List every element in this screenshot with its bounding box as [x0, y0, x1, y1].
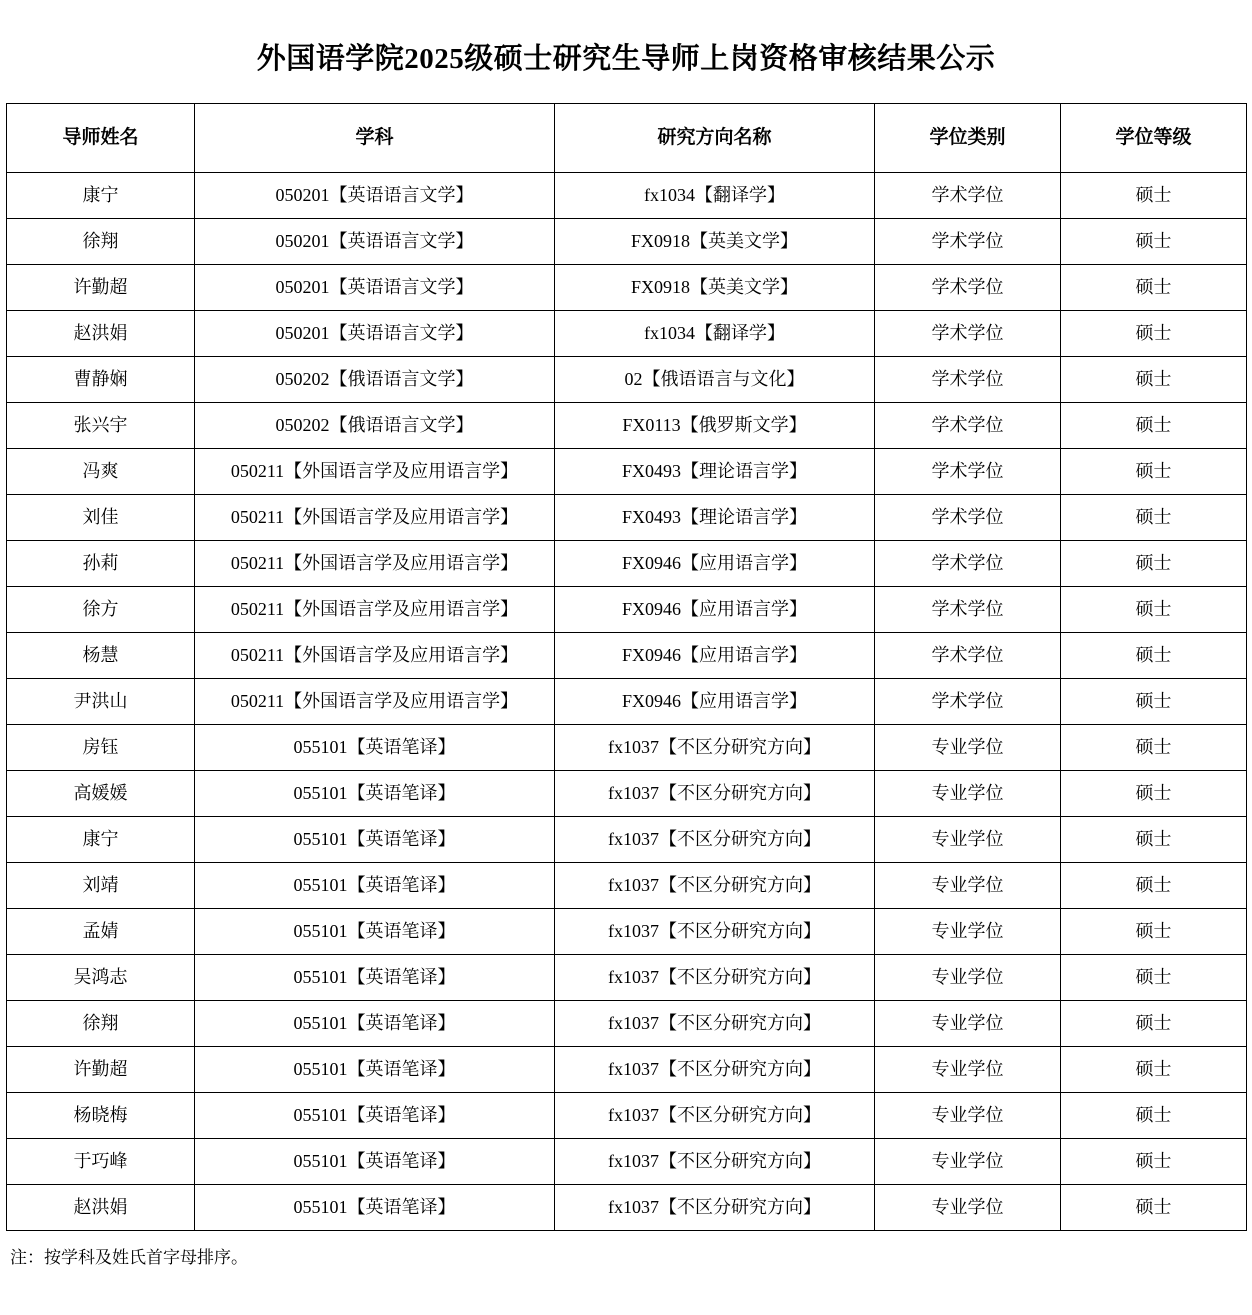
cell-degree-level: 硕士: [1061, 909, 1247, 955]
table-row: [7, 1047, 1247, 1093]
table-row: [7, 771, 1247, 817]
cell-degree-type: 专业学位: [875, 771, 1061, 817]
table-container: [0, 103, 1252, 1231]
cell-advisor-name: 吴鸿志: [7, 955, 195, 1001]
page-title: 外国语学院2025级硕士研究生导师上岗资格审核结果公示: [256, 43, 996, 75]
cell-degree-type: 学术学位: [875, 495, 1061, 541]
cell-research-direction: FX0946【应用语言学】: [555, 587, 875, 633]
cell-research-direction: FX0493【理论语言学】: [555, 495, 875, 541]
table-row: [7, 1001, 1247, 1047]
cell-degree-level: 硕士: [1061, 771, 1247, 817]
cell-advisor-name: 张兴宇: [7, 403, 195, 449]
cell-degree-level: 硕士: [1061, 1001, 1247, 1047]
cell-degree-type: 专业学位: [875, 1139, 1061, 1185]
cell-research-direction: fx1037【不区分研究方向】: [555, 1093, 875, 1139]
cell-advisor-name: 康宁: [7, 173, 195, 219]
cell-discipline: 055101【英语笔译】: [195, 725, 555, 771]
cell-advisor-name: 徐翔: [7, 219, 195, 265]
cell-research-direction: fx1037【不区分研究方向】: [555, 909, 875, 955]
cell-discipline: 050202【俄语语言文学】: [195, 357, 555, 403]
cell-discipline: 055101【英语笔译】: [195, 1093, 555, 1139]
cell-advisor-name: 高媛媛: [7, 771, 195, 817]
cell-discipline: 055101【英语笔译】: [195, 863, 555, 909]
cell-discipline: 055101【英语笔译】: [195, 1185, 555, 1231]
cell-degree-level: 硕士: [1061, 311, 1247, 357]
table-row: [7, 541, 1247, 587]
cell-discipline: 050201【英语语言文学】: [195, 173, 555, 219]
cell-discipline: 050201【英语语言文学】: [195, 219, 555, 265]
cell-advisor-name: 杨慧: [7, 633, 195, 679]
cell-degree-type: 专业学位: [875, 909, 1061, 955]
cell-discipline: 050211【外国语言学及应用语言学】: [195, 495, 555, 541]
cell-degree-type: 学术学位: [875, 311, 1061, 357]
cell-degree-level: 硕士: [1061, 955, 1247, 1001]
cell-advisor-name: 孙莉: [7, 541, 195, 587]
cell-degree-type: 学术学位: [875, 633, 1061, 679]
column-header-research-direction: 研究方向名称: [555, 104, 875, 173]
cell-degree-type: 专业学位: [875, 725, 1061, 771]
cell-advisor-name: 许勤超: [7, 1047, 195, 1093]
cell-degree-level: 硕士: [1061, 679, 1247, 725]
cell-discipline: 050201【英语语言文学】: [195, 311, 555, 357]
cell-research-direction: FX0918【英美文学】: [555, 219, 875, 265]
cell-research-direction: FX0918【英美文学】: [555, 265, 875, 311]
table-row: [7, 955, 1247, 1001]
cell-degree-level: 硕士: [1061, 1047, 1247, 1093]
cell-degree-type: 专业学位: [875, 817, 1061, 863]
cell-degree-type: 专业学位: [875, 863, 1061, 909]
cell-research-direction: fx1034【翻译学】: [555, 311, 875, 357]
cell-research-direction: 02【俄语语言与文化】: [555, 357, 875, 403]
cell-advisor-name: 冯爽: [7, 449, 195, 495]
table-row: [7, 265, 1247, 311]
cell-degree-type: 学术学位: [875, 679, 1061, 725]
table-row: [7, 219, 1247, 265]
table-row: [7, 357, 1247, 403]
cell-degree-type: 学术学位: [875, 587, 1061, 633]
cell-advisor-name: 孟婧: [7, 909, 195, 955]
table-body: [7, 173, 1247, 1231]
cell-degree-level: 硕士: [1061, 1185, 1247, 1231]
column-header-degree-type: 学位类别: [875, 104, 1061, 173]
cell-degree-level: 硕士: [1061, 495, 1247, 541]
table-row: [7, 1139, 1247, 1185]
cell-degree-level: 硕士: [1061, 817, 1247, 863]
cell-discipline: 050211【外国语言学及应用语言学】: [195, 587, 555, 633]
cell-degree-type: 学术学位: [875, 265, 1061, 311]
cell-research-direction: fx1037【不区分研究方向】: [555, 725, 875, 771]
cell-discipline: 055101【英语笔译】: [195, 817, 555, 863]
table-row: [7, 725, 1247, 771]
cell-degree-level: 硕士: [1061, 173, 1247, 219]
advisor-qualification-table: [6, 103, 1247, 1231]
document-page: [0, 36, 1252, 1268]
cell-advisor-name: 刘佳: [7, 495, 195, 541]
cell-discipline: 055101【英语笔译】: [195, 1001, 555, 1047]
cell-research-direction: FX0493【理论语言学】: [555, 449, 875, 495]
column-header-advisor-name: 导师姓名: [7, 104, 195, 173]
table-note: 注：按学科及姓氏首字母排序。: [10, 1248, 248, 1267]
table-row: [7, 633, 1247, 679]
table-row: [7, 403, 1247, 449]
cell-degree-type: 专业学位: [875, 1093, 1061, 1139]
cell-advisor-name: 康宁: [7, 817, 195, 863]
cell-degree-level: 硕士: [1061, 1139, 1247, 1185]
cell-discipline: 055101【英语笔译】: [195, 1139, 555, 1185]
cell-degree-level: 硕士: [1061, 219, 1247, 265]
cell-degree-type: 专业学位: [875, 1047, 1061, 1093]
table-row: [7, 1185, 1247, 1231]
table-row: [7, 909, 1247, 955]
cell-research-direction: fx1037【不区分研究方向】: [555, 863, 875, 909]
cell-degree-type: 学术学位: [875, 357, 1061, 403]
cell-discipline: 055101【英语笔译】: [195, 955, 555, 1001]
cell-discipline: 050202【俄语语言文学】: [195, 403, 555, 449]
cell-research-direction: FX0946【应用语言学】: [555, 541, 875, 587]
table-row: [7, 449, 1247, 495]
cell-degree-level: 硕士: [1061, 633, 1247, 679]
table-row: [7, 495, 1247, 541]
cell-discipline: 050211【外国语言学及应用语言学】: [195, 679, 555, 725]
cell-advisor-name: 房钰: [7, 725, 195, 771]
cell-degree-level: 硕士: [1061, 863, 1247, 909]
cell-discipline: 050211【外国语言学及应用语言学】: [195, 541, 555, 587]
column-header-degree-level: 学位等级: [1061, 104, 1247, 173]
table-row: [7, 587, 1247, 633]
table-row: [7, 173, 1247, 219]
cell-discipline: 055101【英语笔译】: [195, 1047, 555, 1093]
cell-discipline: 055101【英语笔译】: [195, 909, 555, 955]
cell-advisor-name: 刘靖: [7, 863, 195, 909]
cell-research-direction: FX0946【应用语言学】: [555, 633, 875, 679]
cell-discipline: 050211【外国语言学及应用语言学】: [195, 449, 555, 495]
cell-degree-level: 硕士: [1061, 587, 1247, 633]
cell-degree-type: 学术学位: [875, 173, 1061, 219]
cell-degree-type: 学术学位: [875, 449, 1061, 495]
cell-research-direction: fx1037【不区分研究方向】: [555, 1185, 875, 1231]
cell-degree-type: 专业学位: [875, 1001, 1061, 1047]
cell-degree-level: 硕士: [1061, 403, 1247, 449]
cell-advisor-name: 徐翔: [7, 1001, 195, 1047]
cell-advisor-name: 赵洪娟: [7, 311, 195, 357]
cell-research-direction: fx1037【不区分研究方向】: [555, 1047, 875, 1093]
cell-degree-type: 学术学位: [875, 541, 1061, 587]
cell-research-direction: fx1037【不区分研究方向】: [555, 817, 875, 863]
cell-research-direction: fx1037【不区分研究方向】: [555, 1139, 875, 1185]
cell-advisor-name: 杨晓梅: [7, 1093, 195, 1139]
cell-degree-level: 硕士: [1061, 357, 1247, 403]
table-row: [7, 863, 1247, 909]
cell-advisor-name: 徐方: [7, 587, 195, 633]
cell-discipline: 050201【英语语言文学】: [195, 265, 555, 311]
table-row: [7, 817, 1247, 863]
cell-degree-type: 专业学位: [875, 955, 1061, 1001]
cell-research-direction: fx1037【不区分研究方向】: [555, 1001, 875, 1047]
column-header-discipline: 学科: [195, 104, 555, 173]
cell-degree-type: 专业学位: [875, 1185, 1061, 1231]
cell-degree-type: 学术学位: [875, 403, 1061, 449]
cell-degree-level: 硕士: [1061, 449, 1247, 495]
cell-discipline: 055101【英语笔译】: [195, 771, 555, 817]
table-row: [7, 311, 1247, 357]
cell-research-direction: fx1037【不区分研究方向】: [555, 955, 875, 1001]
cell-research-direction: fx1037【不区分研究方向】: [555, 771, 875, 817]
cell-advisor-name: 尹洪山: [7, 679, 195, 725]
cell-degree-level: 硕士: [1061, 1093, 1247, 1139]
cell-degree-level: 硕士: [1061, 725, 1247, 771]
cell-degree-level: 硕士: [1061, 541, 1247, 587]
cell-advisor-name: 于巧峰: [7, 1139, 195, 1185]
table-row: [7, 679, 1247, 725]
cell-research-direction: fx1034【翻译学】: [555, 173, 875, 219]
cell-discipline: 050211【外国语言学及应用语言学】: [195, 633, 555, 679]
table-header-row: [7, 104, 1247, 173]
cell-advisor-name: 许勤超: [7, 265, 195, 311]
cell-advisor-name: 赵洪娟: [7, 1185, 195, 1231]
cell-degree-level: 硕士: [1061, 265, 1247, 311]
cell-degree-type: 学术学位: [875, 219, 1061, 265]
cell-research-direction: FX0113【俄罗斯文学】: [555, 403, 875, 449]
cell-research-direction: FX0946【应用语言学】: [555, 679, 875, 725]
cell-advisor-name: 曹静娴: [7, 357, 195, 403]
table-row: [7, 1093, 1247, 1139]
